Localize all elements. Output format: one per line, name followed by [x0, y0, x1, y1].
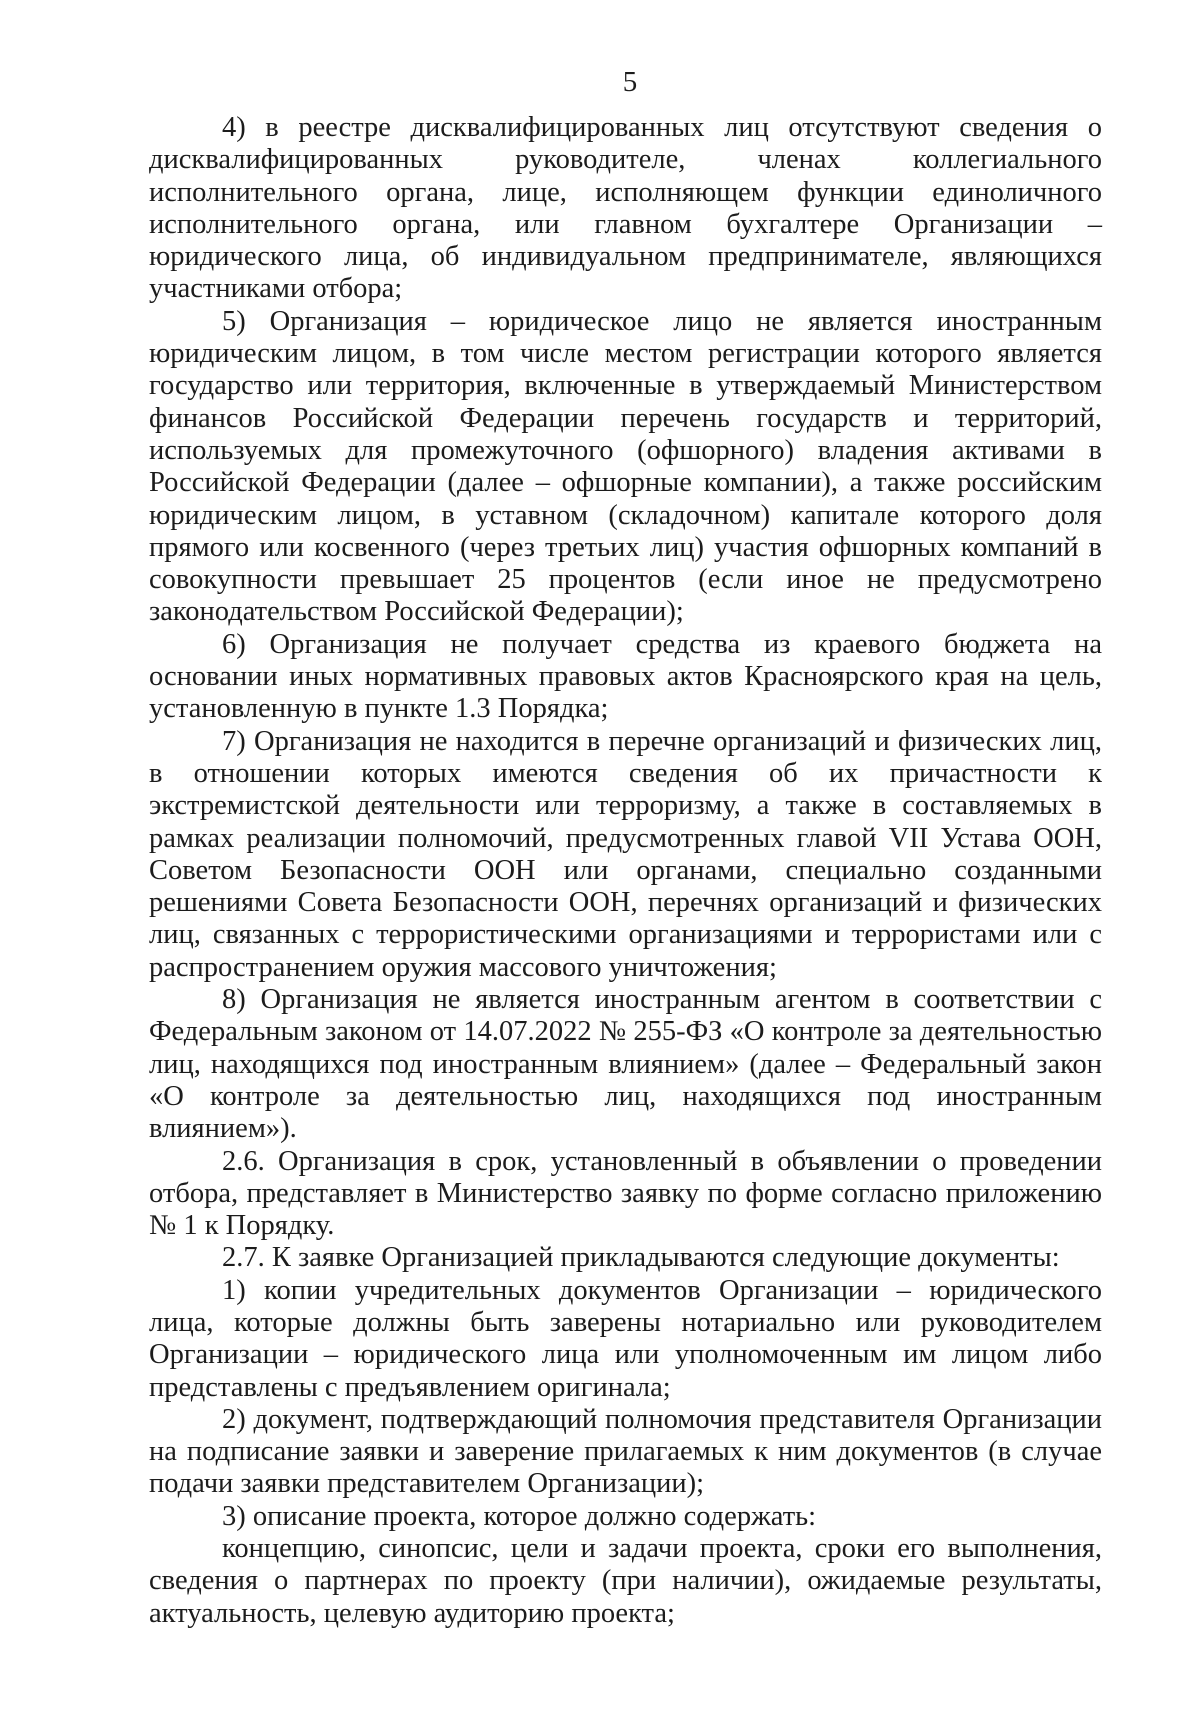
- paragraph-item-6: 6) Организация не получает средства из краевого бюджета на основании иных нормативных правовых актов Красноярского края на цель, установленную в пункте 1.3 Порядка;: [149, 628, 1102, 725]
- paragraph-item-5: 5) Организация – юридическое лицо не является иностранным юридическим лицом, в том числе местом регистрации которого является государство или территория, включенные в утверждаемый Министерством финансов Российской Федерации перечень государств и территорий, используемых для промежуточного (офшорного) владения активами в Российской Федерации (далее – офшорные компании), а также российским юридическим лицом, в уставном (складочном) капитале которого доля прямого или косвенного (через третьих лиц) участия офшорных компаний в совокупности превышает 25 процентов (если иное не предусмотрено законодательством Российской Федерации);: [149, 305, 1102, 628]
- paragraph-project-description: концепцию, синопсис, цели и задачи проекта, сроки его выполнения, сведения о партнерах по проекту (при наличии), ожидаемые результаты, актуальность, целевую аудиторию проекта;: [149, 1533, 1102, 1629]
- document-body: [149, 112, 1102, 1630]
- paragraph-item-4: 4) в реестре дисквалифицированных лиц отсутствуют сведения о дисквалифицированных руководителе, членах коллегиального исполнительного органа, лице, исполняющем функции единоличного исполнительного органа, или главном бухгалтере Организации – юридического лица, об индивидуальном предпринимателе, являющихся участниками отбора;: [149, 112, 1102, 305]
- paragraph-doc-3: 3) описание проекта, которое должно содержать:: [222, 1500, 817, 1532]
- paragraph-doc-1: 1) копии учредительных документов Организации – юридического лица, которые должны быть заверены нотариально или руководителем Организации – юридического лица или уполномоченным им лицом либо представлены с предъявлением оригинала;: [149, 1274, 1102, 1403]
- paragraph-doc-2: 2) документ, подтверждающий полномочия представителя Организации на подписание заявки и заверение прилагаемых к ним документов (в случае подачи заявки представителем Организации);: [149, 1403, 1102, 1500]
- page-number: 5: [622, 66, 638, 98]
- paragraph-item-8: 8) Организация не является иностранным агентом в соответствии с Федеральным законом от 14.07.2022 № 255-ФЗ «О контроле за деятельностью лиц, находящихся под иностранным влиянием» (далее – Федеральный закон «О контроле за деятельностью лиц, находящихся под иностранным влиянием»).: [149, 984, 1102, 1145]
- paragraph-item-7: 7) Организация не находится в перечне организаций и физических лиц, в отношении которых имеются сведения об их причастности к экстремистской деятельности или терроризму, а также в составляемых в рамках реализации полномочий, предусмотренных главой VII Устава ООН, Советом Безопасности ООН или органами, специально созданными решениями Совета Безопасности ООН, перечнях организаций и физических лиц, связанных с террористическими организациями и террористами или с распространением оружия массового уничтожения;: [149, 725, 1102, 983]
- paragraph-section-2-6: 2.6. Организация в срок, установленный в объявлении о проведении отбора, представляет в Министерство заявку по форме согласно приложению № 1 к Порядку.: [149, 1145, 1102, 1242]
- paragraph-section-2-7: 2.7. К заявке Организацией прикладываются следующие документы:: [222, 1242, 1060, 1274]
